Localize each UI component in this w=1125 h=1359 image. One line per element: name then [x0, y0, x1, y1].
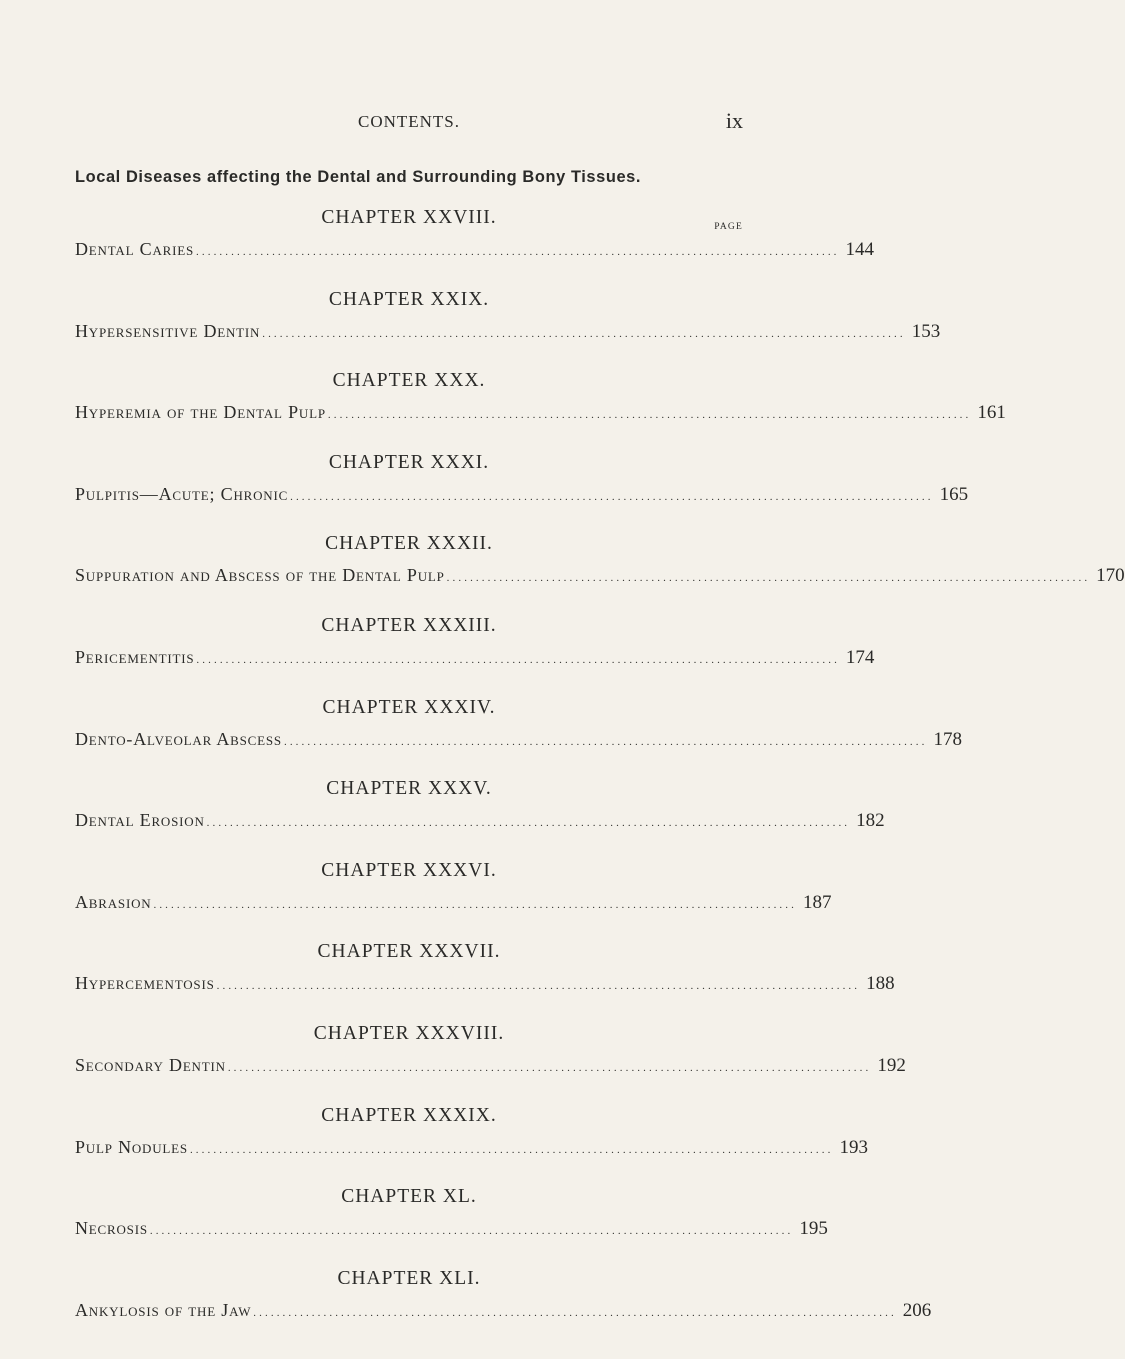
chapter-page-number: 206 — [902, 1299, 932, 1321]
chapter-title: Suppuration and Abscess of the Dental Pulp — [75, 565, 445, 586]
chapter-title: Hypersensitive Dentin — [75, 320, 261, 341]
running-head-title: CONTENTS. — [357, 112, 461, 131]
dot-leader: .............................................................................................................. — [206, 817, 851, 830]
chapter-heading: CHAPTER XXXII. — [325, 533, 493, 555]
chapter-page-number: 153 — [911, 320, 941, 342]
running-head — [75, 108, 743, 142]
dot-leader: .............................................................................................................. — [283, 735, 928, 748]
chapter-title: Pulpitis—Acute; Chronic — [75, 483, 289, 504]
toc-entry — [75, 239, 875, 261]
toc-entry — [75, 810, 885, 832]
toc-entry — [75, 320, 941, 343]
chapter-heading: CHAPTER XXXIX. — [321, 1104, 497, 1126]
dot-leader: .............................................................................................................. — [227, 1062, 872, 1074]
page-number: ix — [725, 108, 743, 133]
chapter-page-number: 187 — [802, 891, 832, 913]
chapter-page-number: 188 — [866, 973, 895, 995]
dot-leader: .............................................................................................................. — [196, 654, 840, 666]
chapter-title: Dental Erosion — [75, 810, 205, 831]
toc-entry — [75, 891, 832, 914]
chapter-heading: CHAPTER XXXVI. — [321, 859, 497, 881]
dot-leader: .............................................................................................................. — [253, 1306, 897, 1319]
dot-leader: .............................................................................................................. — [327, 409, 972, 422]
chapter-title: Secondary Dentin — [75, 1055, 226, 1075]
chapter-heading: CHAPTER XL. — [341, 1186, 477, 1208]
chapter-heading: CHAPTER XXXVII. — [317, 941, 501, 963]
toc-entry — [75, 728, 962, 751]
chapter-title: Dento-Alveolar Abscess — [75, 728, 282, 749]
chapter-title: Hyperemia of the Dental Pulp — [75, 402, 326, 423]
chapter-title: Pericementitis — [75, 647, 195, 667]
chapter-page-number: 193 — [839, 1136, 868, 1158]
dot-leader: .............................................................................................................. — [189, 1143, 834, 1156]
chapter-heading: CHAPTER XXX. — [332, 370, 486, 392]
chapter-page-number: 144 — [845, 239, 875, 260]
chapter-page-number: 178 — [933, 728, 962, 750]
chapter-title: Hypercementosis — [75, 973, 215, 994]
chapter-page-number: 174 — [845, 647, 875, 668]
chapter-page-number: 161 — [977, 402, 1006, 424]
chapter-heading: CHAPTER XXXVIII. — [313, 1023, 505, 1044]
dot-leader: .............................................................................................................. — [196, 246, 840, 258]
chapter-title: Ankylosis of the Jaw — [75, 1299, 252, 1320]
chapter-page-number: 195 — [799, 1218, 828, 1240]
chapter-title: Dental Caries — [75, 239, 195, 259]
chapter-heading: CHAPTER XXXIV. — [322, 696, 496, 718]
toc-entry — [75, 1218, 828, 1240]
chapter-page-number: 165 — [939, 483, 969, 505]
dot-leader: .............................................................................................................. — [153, 898, 797, 911]
dot-leader: .............................................................................................................. — [446, 572, 1091, 585]
toc-entry — [75, 1299, 932, 1322]
chapter-title: Pulp Nodules — [75, 1136, 188, 1157]
chapter-title: Abrasion — [75, 891, 152, 912]
chapter-heading: CHAPTER XLI. — [337, 1267, 481, 1289]
dot-leader: .............................................................................................................. — [262, 327, 906, 340]
chapter-heading: CHAPTER XXXIII. — [321, 615, 497, 636]
chapter-page-number: 192 — [877, 1055, 906, 1076]
toc-entry — [75, 973, 895, 995]
toc-entry — [75, 1136, 868, 1159]
dot-leader: .............................................................................................................. — [149, 1225, 794, 1238]
chapter-heading: CHAPTER XXXI. — [328, 451, 490, 473]
chapter-title: Necrosis — [75, 1218, 148, 1239]
toc-entry — [75, 647, 875, 669]
toc-entry — [75, 565, 1125, 587]
chapter-page-number: 182 — [856, 810, 885, 832]
chapter-page-number: 170 — [1096, 565, 1125, 587]
dot-leader: .............................................................................................................. — [216, 980, 861, 993]
page-column-label: PAGE — [714, 222, 743, 232]
chapter-heading: CHAPTER XXXV. — [326, 778, 492, 800]
toc-entry — [75, 483, 969, 506]
chapter-heading: CHAPTER XXIX. — [328, 288, 490, 310]
section-heading: Local Diseases affecting the Dental and Surrounding Bony Tissues. — [75, 168, 642, 186]
toc-entry — [75, 402, 1006, 424]
dot-leader: .............................................................................................................. — [290, 490, 934, 503]
toc-entry — [75, 1055, 906, 1077]
chapter-heading: CHAPTER XXVIII. — [321, 207, 497, 228]
